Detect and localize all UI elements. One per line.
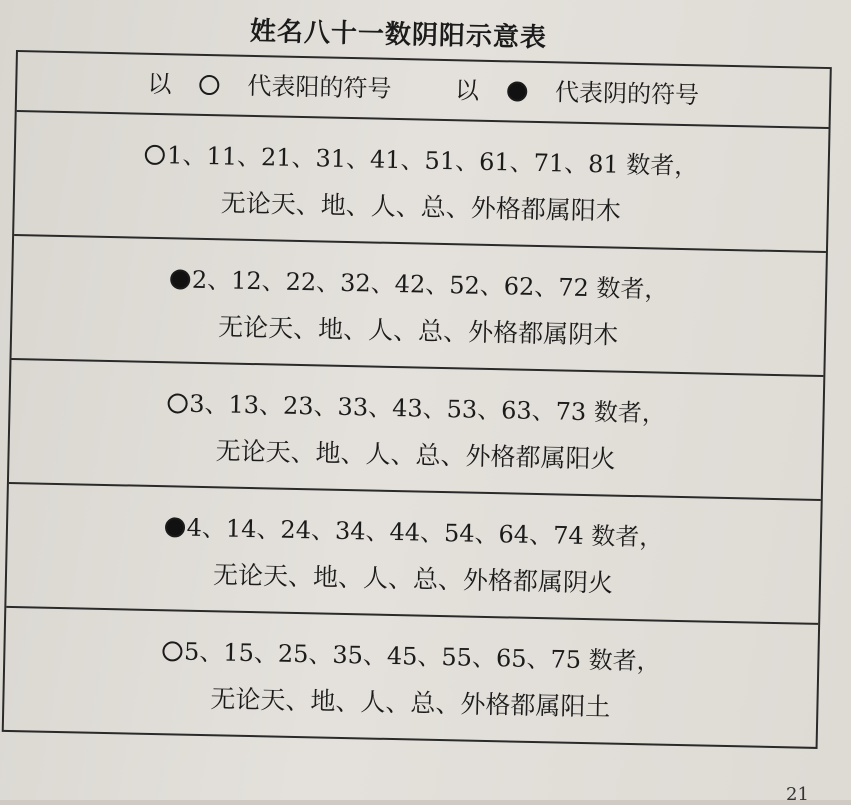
page-number: 21 <box>786 784 809 805</box>
legend-yin-text: 代表阴的符号 <box>554 78 700 110</box>
row-numbers: 5、15、25、35、45、55、65、75 数者， <box>183 637 661 676</box>
table-row <box>12 236 826 377</box>
legend-yang-text: 代表阳的符号 <box>247 71 392 103</box>
row-numbers-line <box>10 379 823 431</box>
yang-circle-icon <box>199 75 219 95</box>
row-description: 无论天、地、人、总、外格都属阳木 <box>220 187 622 226</box>
table-row <box>14 112 828 253</box>
yin-dot-icon <box>164 517 184 537</box>
legend-yin-prefix: 以 <box>454 76 480 105</box>
yin-dot-icon <box>170 269 190 289</box>
data-rows <box>4 112 829 747</box>
row-numbers-line <box>5 627 818 679</box>
table-row <box>4 608 818 747</box>
row-numbers-line <box>16 132 829 184</box>
legend-yang <box>133 69 413 103</box>
table-title: 姓名八十一数阴阳示意表 <box>249 16 548 54</box>
row-description: 无论天、地、人、总、外格都属阳土 <box>210 683 611 722</box>
row-numbers: 2、12、22、32、42、52、62、72 数者， <box>191 265 669 304</box>
row-description: 无论天、地、人、总、外格都属阳火 <box>215 435 616 474</box>
yang-circle-icon <box>167 393 187 413</box>
legend-yang-prefix: 以 <box>147 69 172 99</box>
row-numbers-line <box>13 255 826 307</box>
row-numbers-line <box>8 503 821 555</box>
table-row <box>6 484 820 625</box>
row-description: 无论天、地、人、总、外格都属阴火 <box>212 559 614 598</box>
legend-yin <box>441 76 714 110</box>
yin-yang-table <box>2 50 832 749</box>
row-description: 无论天、地、人、总、外格都属阴木 <box>217 311 619 350</box>
yin-dot-icon <box>507 81 527 101</box>
yang-circle-icon <box>162 641 182 661</box>
row-numbers: 4、14、24、34、44、54、64、74 数者， <box>186 513 664 552</box>
row-numbers: 3、13、23、33、43、53、63、73 数者， <box>189 389 667 428</box>
yang-circle-icon <box>145 144 165 164</box>
table-row <box>9 360 823 501</box>
row-numbers: 1、11、21、31、41、51、61、71、81 数者， <box>166 140 699 180</box>
